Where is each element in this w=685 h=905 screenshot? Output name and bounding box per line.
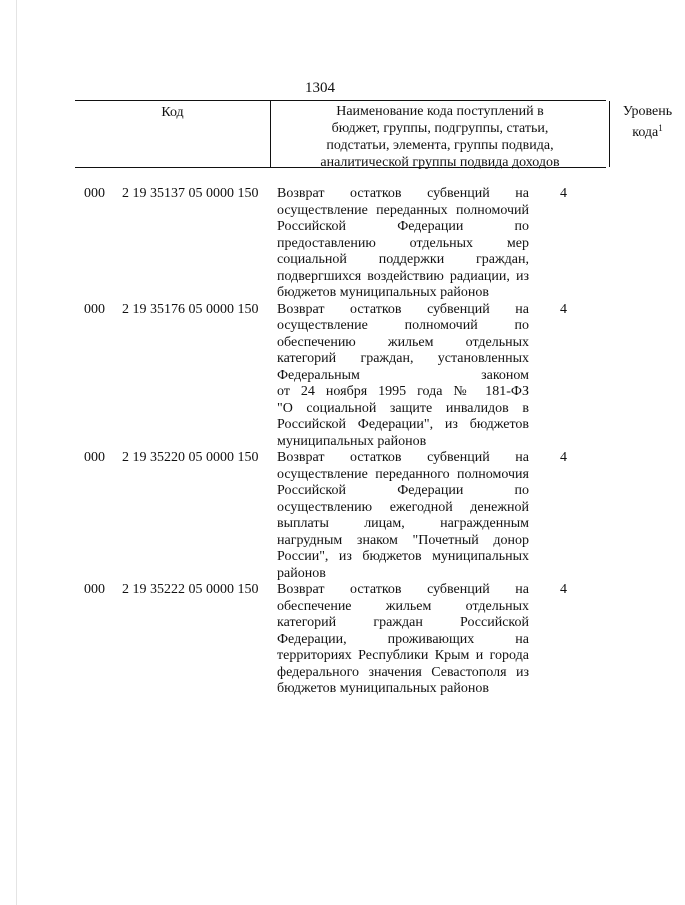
row-prefix: 000 [84,301,105,317]
table-row [0,186,640,302]
description-line: федерального значения Севастополя из [277,664,529,680]
description-line: обеспечению жильем отдельных [277,334,529,350]
description-line: Возврат остатков субвенций на [277,186,529,201]
description-line: осуществление переданного полномочия [277,466,529,482]
row-prefix: 000 [84,582,105,597]
description-line: Федерации, проживающих на [277,631,529,647]
description-line: России", из бюджетов муниципальных [277,549,529,564]
header-name-line: аналитической группы подвида доходов [320,155,560,170]
header-name-line: Наименование кода поступлений в [336,104,544,119]
description-line: категорий граждан Российской [277,615,529,630]
description-line: предоставлению отдельных мер [277,235,529,251]
description-line: Российской Федерации по [277,483,529,498]
description-line: обеспечение жильем отдельных [277,598,529,614]
description-line: социальной поддержки граждан, [277,252,529,267]
description-line: осуществлению ежегодной денежной [277,499,529,515]
description-line: "О социальной защите инвалидов в [277,400,529,416]
row-level: 4 [560,301,567,317]
table-row [0,582,640,698]
description-line: осуществление переданных полномочий [277,202,529,218]
description-line: Возврат остатков субвенций на [277,582,529,597]
description-line: районов [277,565,326,581]
header-code-label: Код [161,105,184,120]
row-description [277,186,529,302]
description-line: Возврат остатков субвенций на [277,301,529,317]
footnote-marker: 1 [658,123,663,133]
description-line: бюджетов муниципальных районов [277,681,489,696]
row-level: 4 [560,582,567,597]
table-row [0,450,640,582]
description-line: Возврат остатков субвенций на [277,450,529,465]
description-line: от 24 ноября 1995 года № 181-ФЗ [277,384,529,399]
description-line: выплаты лицам, награжденным [277,516,529,531]
header-code-cell [75,101,270,167]
header-name-line: бюджет, группы, подгруппы, статьи, [331,121,549,136]
row-prefix: 000 [84,450,105,465]
header-name-cell [270,101,610,170]
row-description [277,450,529,582]
row-code: 2 19 35220 05 0000 150 [122,450,259,465]
description-line: Российской Федерации", из бюджетов [277,417,529,432]
header-name-line: подстатьи, элемента, группы подвида, [326,138,554,153]
description-line: категорий граждан, установленных [277,351,529,366]
row-code: 2 19 35137 05 0000 150 [122,186,259,201]
table-header [75,100,673,170]
row-code: 2 19 35222 05 0000 150 [122,582,259,597]
table-body [0,186,640,698]
description-line: муниципальных районов [277,433,427,449]
row-level: 4 [560,450,567,465]
description-line: подвергшихся воздействию радиации, из [277,268,529,284]
row-description [277,302,529,451]
description-line: Федеральным законом [277,367,529,383]
description-line: осуществление полномочий по [277,318,529,333]
table-row [0,302,640,451]
row-level: 4 [560,186,567,201]
description-line: бюджетов муниципальных районов [277,285,489,300]
row-code: 2 19 35176 05 0000 150 [122,301,259,317]
page-number: 1304 [305,80,335,96]
description-line: территориях Республики Крым и города [277,648,529,663]
header-level-label-2: кода [632,125,659,140]
row-description [277,582,529,698]
header-level-label: Уровень [622,104,673,119]
description-line: нагрудным знаком "Почетный донор [277,532,529,548]
row-prefix: 000 [84,186,105,201]
description-line: Российской Федерации по [277,219,529,234]
